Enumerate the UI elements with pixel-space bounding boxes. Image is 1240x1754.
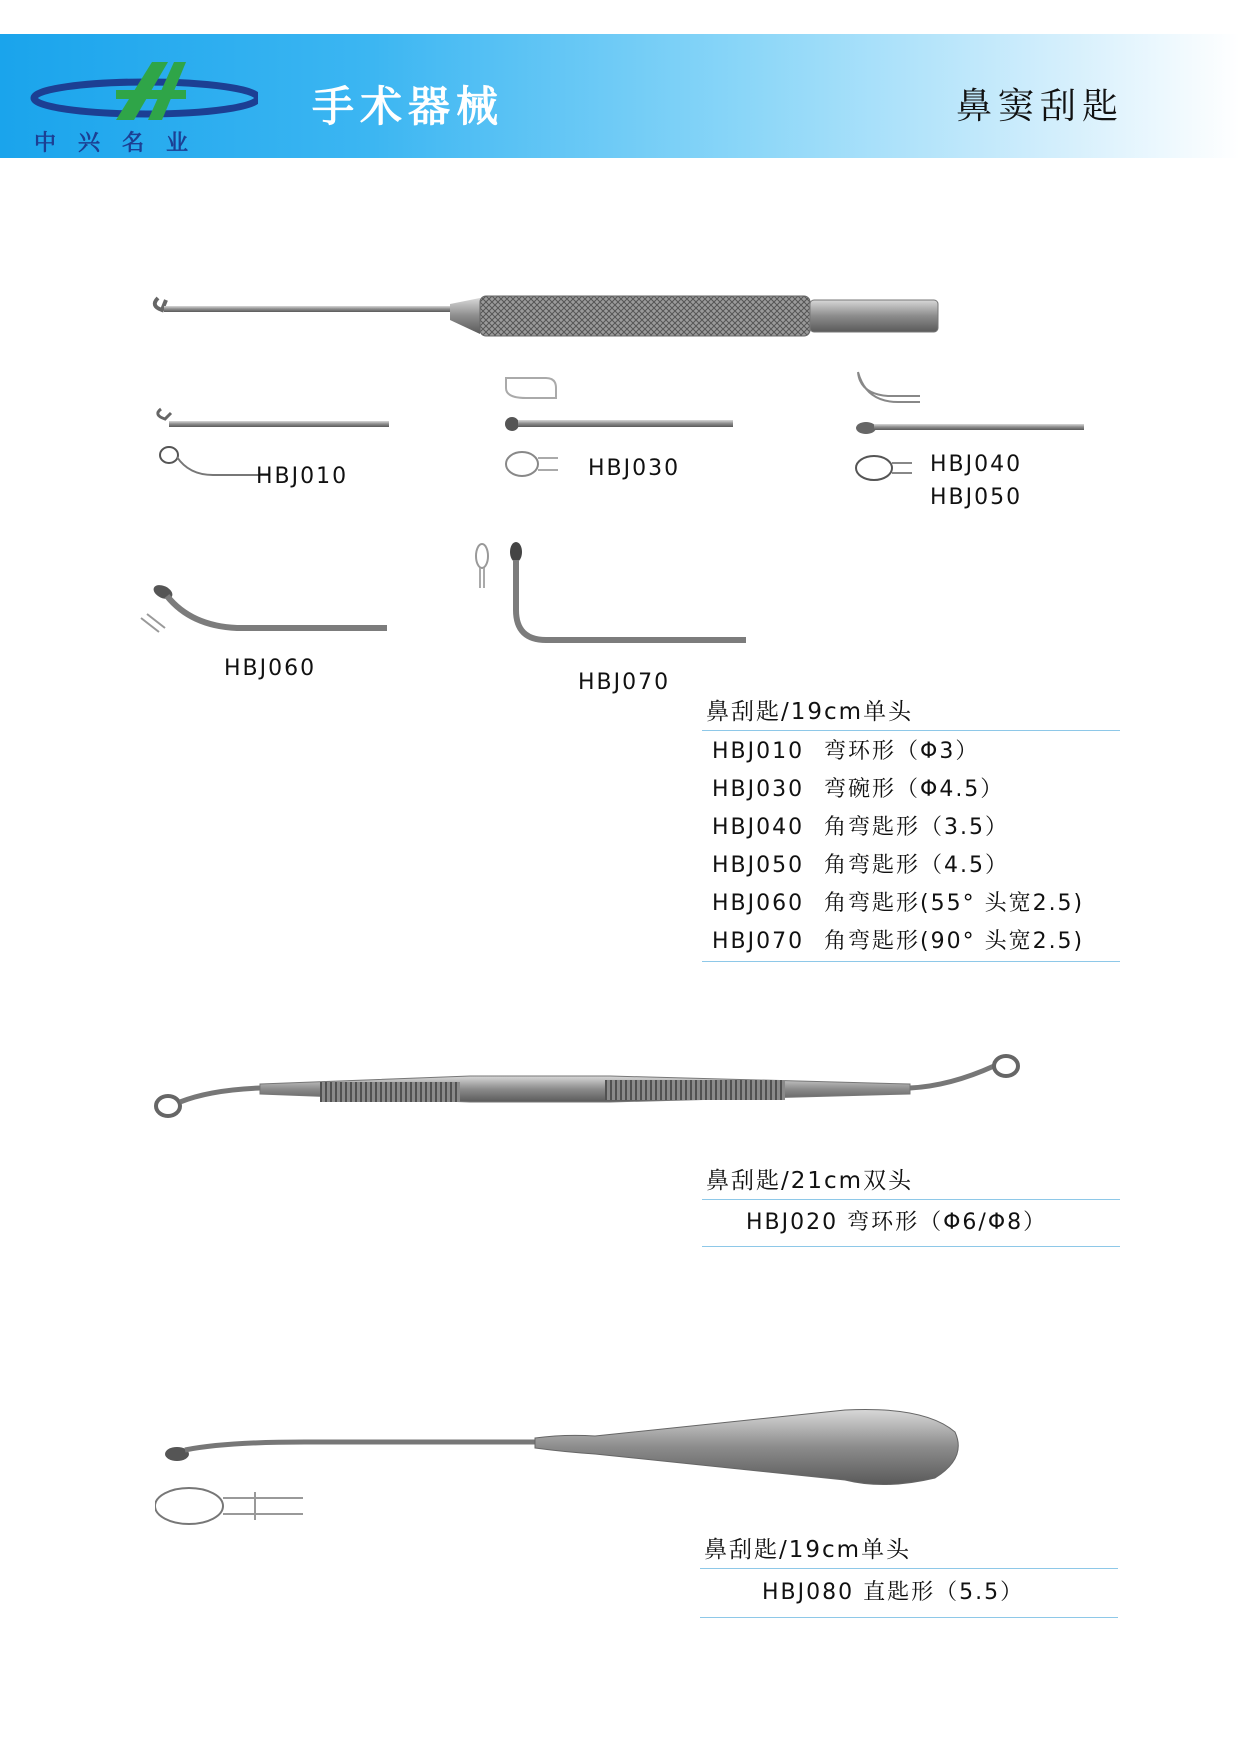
spec-heading: 鼻刮匙/21cm双头: [702, 1163, 1120, 1200]
logo-mark-icon: [28, 54, 258, 124]
spec-table-straight-19cm: [700, 1532, 1118, 1618]
spec-table-double-21cm: [702, 1163, 1120, 1247]
label-hbj050: HBJ050: [930, 485, 1023, 510]
spec-desc: 角弯匙形(55° 头宽2.5): [824, 891, 1085, 916]
logo-text: 中兴名业: [34, 131, 211, 156]
spec-heading: 鼻刮匙/19cm单头: [702, 694, 1120, 731]
spec-row: [702, 733, 1120, 771]
spec-row: [702, 809, 1120, 847]
spec-code: HBJ050: [712, 853, 805, 878]
spec-table-single-19cm: [702, 694, 1120, 962]
hbj060-image: [135, 578, 395, 648]
spec-code: HBJ030: [712, 777, 805, 802]
spec-row: HBJ020 弯环形（Φ6/Φ8）: [702, 1200, 1120, 1247]
spec-desc: 弯环形（Φ3）: [824, 739, 980, 764]
spec-desc: 弯碗形（Φ4.5）: [824, 777, 1005, 802]
spec-row: [702, 771, 1120, 809]
category-title: 手术器械: [312, 82, 505, 131]
spec-row: [702, 885, 1120, 923]
spec-heading: 鼻刮匙/19cm单头: [700, 1532, 1118, 1569]
label-hbj070: HBJ070: [578, 670, 671, 695]
spec-row: [702, 847, 1120, 885]
hbj020-image: [150, 1052, 1030, 1124]
spec-desc: 角弯匙形（3.5）: [824, 815, 1009, 840]
label-hbj040: HBJ040: [930, 452, 1023, 477]
hbj080-image: [155, 1402, 975, 1532]
spec-code: HBJ040: [712, 815, 805, 840]
spec-code: HBJ070: [712, 929, 805, 954]
hbj070-image: [470, 540, 750, 650]
header-banner: [0, 34, 1240, 158]
curette-main-image: [150, 290, 950, 342]
company-logo: [28, 54, 258, 154]
spec-rows: [702, 731, 1120, 962]
spec-code: HBJ060: [712, 891, 805, 916]
spec-code: HBJ010: [712, 739, 805, 764]
label-hbj060: HBJ060: [224, 656, 317, 681]
spec-desc: 角弯匙形(90° 头宽2.5): [824, 929, 1085, 954]
spec-desc: 角弯匙形（4.5）: [824, 853, 1009, 878]
label-hbj030: HBJ030: [588, 456, 681, 481]
page-title: 鼻窦刮匙: [956, 86, 1125, 127]
spec-row: HBJ080 直匙形（5.5）: [700, 1569, 1118, 1618]
spec-row: [702, 923, 1120, 961]
label-hbj010: HBJ010: [256, 464, 349, 489]
